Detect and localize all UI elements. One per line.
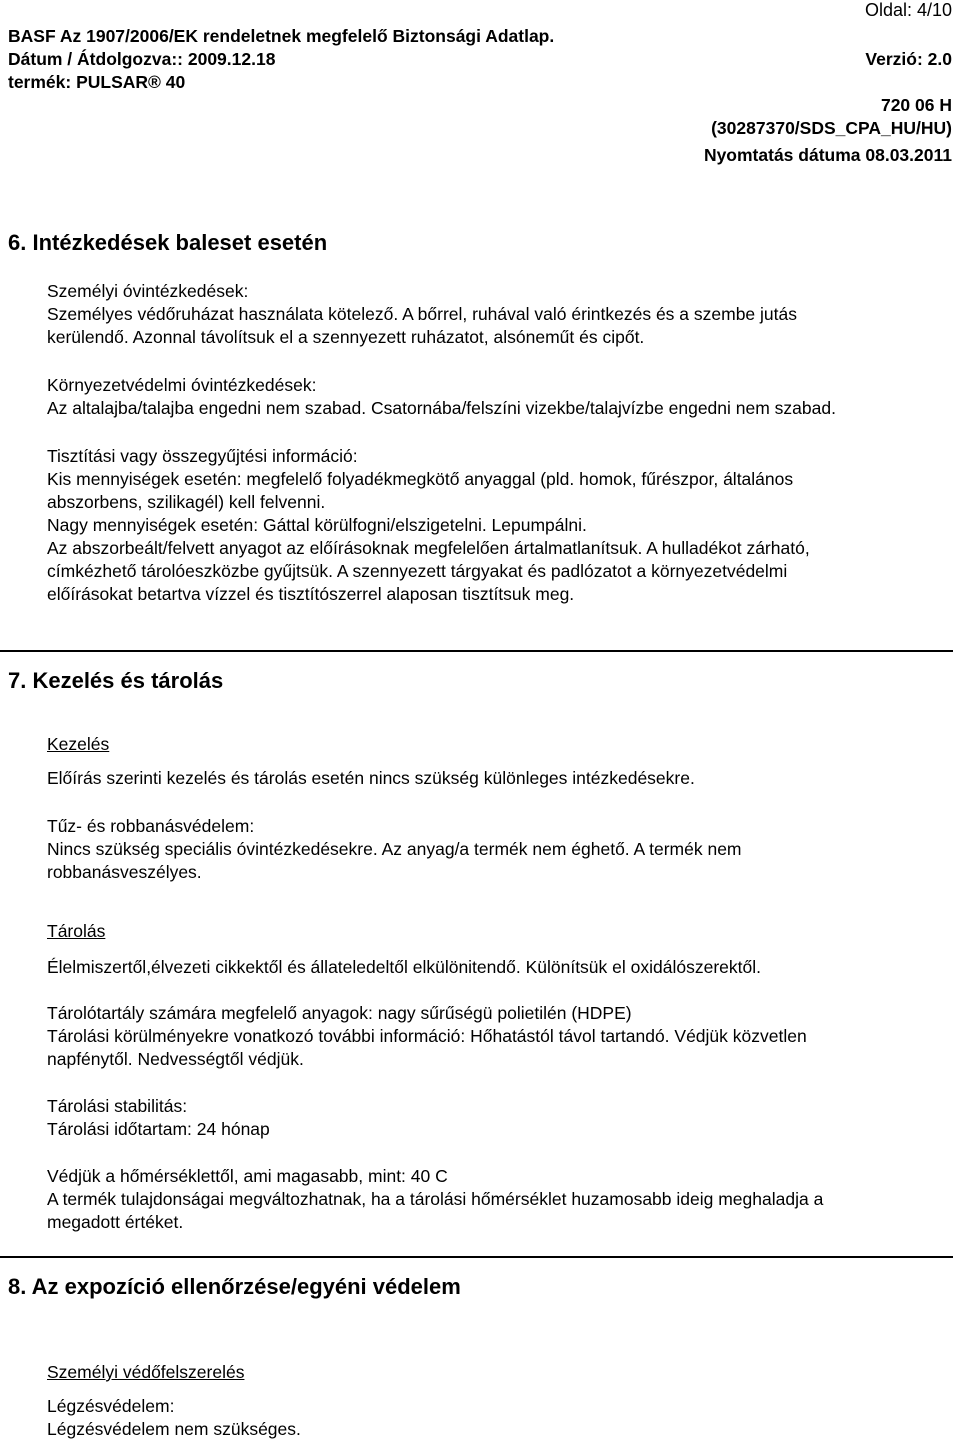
print-date: Nyomtatás dátuma 08.03.2011 [703, 145, 952, 165]
storage-duration-text: Tárolási időtartam: 24 hónap [47, 1119, 270, 1139]
fire-protection-text: Nincs szükség speciális óvintézkedésekre. Az anyag/a termék nem éghető. A termék nem [47, 839, 742, 859]
product-line [8, 72, 185, 93]
cleanup-text: Kis mennyiségek esetén: megfelelő folyadékmegkötő anyaggal (pld. homok, fűrészpor, általános [47, 469, 794, 489]
section-divider [0, 650, 953, 652]
cleanup-label: Tisztítási vagy összegyűjtési információ: [47, 446, 358, 466]
cleanup-text: Az abszorbeált/felvett anyagot az előírásoknak megfelelően ártalmatlanítsuk. A hulladékot zárható, [47, 538, 810, 558]
container-materials-text: Tárolótartály számára megfelelő anyagok: nagy sűrűségü polietilén (HDPE) [47, 1003, 632, 1023]
product-code: 720 06 H [880, 95, 952, 115]
personal-precautions-label: Személyi óvintézkedések: [47, 281, 249, 301]
respiratory-protection-text: Légzésvédelem nem szükséges. [47, 1419, 301, 1439]
product-prefix: termék: [8, 72, 77, 92]
storage-text: Élelmiszertől,élvezeti cikkektől és állateledeltől elkülönitendő. Különítsük el oxidálószerektől. [47, 957, 761, 977]
storage-conditions-text: napfénytől. Nedvességtől védjük. [47, 1049, 304, 1069]
cleanup-text: előírásokat betartva vízzel és tisztítószerrel alaposan tisztítsuk meg. [47, 584, 575, 604]
document-title: BASF Az 1907/2006/EK rendeletnek megfelelő Biztonsági Adatlap. [8, 26, 555, 46]
cleanup-text: címkézhető tárolóeszközbe gyűjtsük. A szennyezett tárgyakat és padlózatot a környezetvédelmi [47, 561, 788, 581]
storage-temperature-text: megadott értéket. [47, 1212, 184, 1232]
ppe-title: Személyi védőfelszerelés [47, 1362, 245, 1382]
storage-stability-label: Tárolási stabilitás: [47, 1096, 188, 1116]
section-7-heading: 7. Kezelés és tárolás [8, 668, 224, 693]
product-name: PULSAR® 40 [76, 72, 186, 92]
environmental-precautions-text: Az altalajba/talajba engedni nem szabad. Csatornába/felszíni vizekbe/talajvízbe engedni nem szabad. [47, 398, 836, 418]
storage-title: Tárolás [47, 921, 106, 941]
section-6-heading: 6. Intézkedések baleset esetén [8, 230, 328, 255]
cleanup-text: Nagy mennyiségek esetén: Gáttal körülfogni/elszigetelni. Lepumpálni. [47, 515, 587, 535]
environmental-precautions-label: Környezetvédelmi óvintézkedések: [47, 375, 317, 395]
personal-precautions-text: kerülendő. Azonnal távolítsuk el a szennyezett ruházatot, alsóneműt és cipőt. [47, 327, 645, 347]
page-number: Oldal: 4/10 [864, 0, 952, 20]
revision-date: Dátum / Átdolgozva:: 2009.12.18 [8, 49, 276, 69]
handling-text: Előírás szerinti kezelés és tárolás esetén nincs szükség különleges intézkedésekre. [47, 768, 695, 788]
respiratory-protection-label: Légzésvédelem: [47, 1396, 175, 1416]
fire-protection-text: robbanásveszélyes. [47, 862, 202, 882]
storage-temperature-text: Védjük a hőmérséklettől, ami magasabb, mint: 40 C [47, 1166, 448, 1186]
sds-reference: (30287370/SDS_CPA_HU/HU) [711, 118, 952, 138]
personal-precautions-text: Személyes védőruházat használata kötelező. A bőrrel, ruhával való érintkezés és a szembe jutás [47, 304, 797, 324]
version: Verzió: 2.0 [865, 49, 952, 69]
section-8-heading: 8. Az expozíció ellenőrzése/egyéni védelem [8, 1274, 461, 1299]
storage-temperature-text: A termék tulajdonságai megváltozhatnak, ha a tárolási hőmérséklet huzamosabb ideig meghaladja a [47, 1189, 824, 1209]
storage-conditions-text: Tárolási körülményekre vonatkozó további információ: Hőhatástól távol tartandó. Védjük közvetlen [47, 1026, 807, 1046]
section-divider [0, 1256, 953, 1258]
handling-title: Kezelés [47, 734, 110, 754]
fire-protection-label: Tűz- és robbanásvédelem: [47, 816, 255, 836]
cleanup-text: abszorbens, szilikagél) kell felvenni. [47, 492, 326, 512]
